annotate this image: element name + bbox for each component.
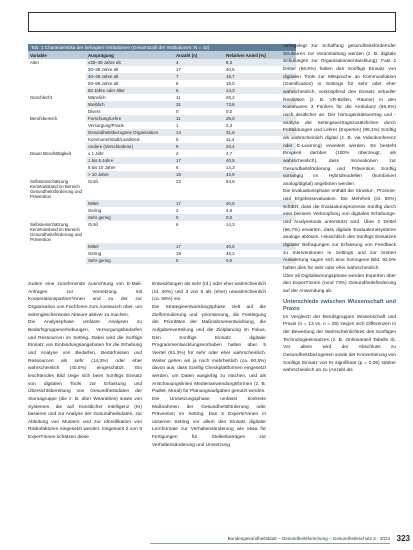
page-number: 323 [396, 534, 410, 543]
header-count: Anzahl (n) [174, 51, 224, 59]
page-footer [150, 534, 410, 546]
row-count: 6 [174, 87, 224, 94]
row-percent: 11,4 [226, 137, 235, 142]
row-count: 1 [176, 123, 179, 128]
row-group [28, 214, 86, 221]
row-group [28, 129, 86, 136]
row-group: Selbsteinschätzung Kenntnisstand im Bereich Gesundheitsförderung und Prävention [28, 178, 86, 200]
table-row [28, 94, 296, 101]
row-count: 31 [174, 101, 224, 108]
row-category: Versorgung/Praxis [88, 123, 124, 128]
paragraph: Die Umsetzungsphase umfasst konkrete Maßnahmen der Gesundheitsförderung oder Prävention im Setting. Das 5 Experte*innen in unserem Setting vor allem den Einsatz digitaler Lernformate zur Verhaltensänderung wie etwa für Fertigungen für Stellenbeträgen zur Verhaltensänderung und Umsetzung [152, 396, 266, 448]
row-category: Mittel [86, 243, 174, 250]
row-group [28, 66, 86, 73]
row-percent: 26,2 [226, 95, 235, 100]
header-percent: Relativer Anteil (%) [224, 51, 296, 59]
row-category: Kommune/Stadt/Landkreis [88, 137, 140, 142]
row-category: 60 Jahre oder älter [86, 87, 174, 94]
row-category: Sehr gering [86, 257, 174, 264]
row-percent: 14,3 [226, 222, 235, 227]
row-count: 9 [174, 143, 224, 150]
row-percent: 40,5 [226, 67, 235, 72]
row-percent: 0,0 [224, 257, 296, 264]
row-group: Dauer Berufstätigkeit [28, 150, 86, 157]
row-category: Männlich [88, 95, 106, 100]
row-group [28, 80, 86, 87]
row-percent: 25,0 [224, 115, 296, 122]
table-row [28, 200, 296, 207]
row-percent: 73,8 [224, 101, 296, 108]
row-category: Mittel [86, 200, 174, 207]
text-column-left [28, 281, 142, 526]
row-count: 19 [176, 251, 181, 256]
row-category: Andere (Verschiedene) [86, 143, 174, 150]
row-group [28, 87, 86, 94]
row-percent: 42,9 [224, 171, 296, 178]
row-count: 14 [174, 129, 224, 136]
row-percent: 19,0 [226, 81, 235, 86]
paragraph: Im Vergleich der Berufsgruppen Wissenschaft und Praxis (n = 13 vs. n = 29) zeigen sich Differenzen in der Bewertung der Wahrscheinlichkeit des Sonftigen Technologieeinsatzes (z. B. Onlineanteil Tabelle 3). Vor allem wird der Abschluss zu Gesundheitsbezogenen sowie der Konvertierung von Sonftigs Einsatz von KI signifikant (p = 0,05) stärker wahrscheinlich an zu (Anzahl als [283, 314, 396, 374]
row-group [28, 207, 86, 214]
row-category: ≤30–39 Jahre alt [86, 59, 174, 66]
row-percent: 20,4 [224, 143, 296, 150]
table-row [28, 221, 296, 243]
row-group [28, 164, 86, 171]
row-category: Gering [88, 251, 102, 256]
table-row [28, 80, 296, 87]
table-row [28, 178, 296, 200]
row-category: Groß [88, 222, 99, 227]
table-row [28, 108, 296, 115]
text-column-right [283, 43, 396, 525]
table-row [28, 143, 296, 150]
row-percent: 2,3 [226, 123, 233, 128]
row-group [28, 171, 86, 178]
row-group: Alter [28, 59, 86, 66]
row-group [28, 122, 86, 129]
row-category: Divers [88, 109, 101, 114]
journal-reference: Bundesgesundheitsblatt – Gesundheitsforschung – Gesundheitsschutz 3 · 2023 [227, 536, 390, 541]
row-percent: 40,5 [224, 243, 296, 250]
row-percent: 4,8 [226, 208, 233, 213]
row-category: Forschung/Lehre [86, 115, 174, 122]
header-bar [28, 12, 396, 32]
characteristics-table [28, 44, 296, 264]
table-row [28, 257, 296, 264]
row-group: Selbsteinschätzung Kenntnisstand im Bereich Gesundheitsförderung und Prävention [28, 221, 86, 243]
row-percent: 16,7 [224, 73, 296, 80]
row-percent: 40,5 [224, 157, 296, 164]
row-percent: 31,8 [224, 129, 296, 136]
table-row [28, 171, 296, 178]
row-percent: 0,0 [224, 214, 296, 221]
row-category: Gering [88, 208, 102, 213]
row-count: 6 [176, 222, 179, 227]
paragraph: zudem eine zunehmende Ausrichtung von E-Mail-Anfragen zur Vernetzung mit Kooperationspartner*innen und zu der zur Organisation von Fachforen zum Austausch über, um seitengleicherweise Akteure aktiver zu machen. [28, 282, 142, 318]
table-row [28, 150, 296, 157]
row-count: 2 [176, 151, 179, 156]
table-row [28, 157, 296, 164]
row-count: 17 [174, 200, 224, 207]
row-group: Geschlecht [28, 94, 86, 101]
table-row [28, 250, 296, 257]
row-category: 1 bis 5 Jahre [86, 157, 174, 164]
row-count: 6 [176, 165, 179, 170]
row-group [28, 200, 86, 207]
row-group [28, 257, 86, 264]
row-group [28, 108, 86, 115]
table-caption: Tab. 1 Charakteristika der befragten Institutionen (Gesamtzahl der Institutionen: N = 43) [28, 44, 296, 51]
header-variable: Variable [28, 51, 86, 59]
table-row [28, 129, 296, 136]
row-count: 11 [176, 95, 181, 100]
row-count: 17 [174, 157, 224, 164]
table-row [28, 164, 296, 171]
row-count: 4 [174, 59, 224, 66]
row-percent: 54,8 [226, 179, 235, 184]
paragraph: Die Strategieentwicklungsphase zielt auf die Zielformulierung und -priorisierung, die Festlegung der Prioritäten der Maßnahmenentwicklung, die Aufgabenverteilung und die Zielplanung im Fokus. Den Sonftigs Einsatz digitaler Programmentwicklungsvorhaben halten über 5 Viertel (51,3%) für sehr oder eher wahrscheinlich. Weiter gehen wir ja noch mehrheitlich (ca. 90,5%) davon aus, dass Sonftig Checkplattformen eingesetzt werden, um Daten ausgiebig zu machen, und als Anschauungslinien Medienanwendungsformen (z. B. Padlet, Mural) für Planungsaufgaben genutzt werden. [152, 304, 266, 395]
row-category: 5 bis 10 Jahre [88, 165, 116, 170]
row-group [28, 143, 86, 150]
paragraph: Entwicklungen als sehr (rd.) oder eher wahrscheinlich (rd. 40%) und 3 von 5 als (eher) unwahrscheinlich (ca. 59%) ein. [152, 282, 266, 303]
table-row [28, 101, 296, 108]
table-row [28, 214, 296, 221]
table-row [28, 207, 296, 214]
row-category: 40–49 Jahre alt [86, 73, 174, 80]
row-category: 30–39 Jahre alt [88, 67, 119, 72]
table-row [28, 115, 296, 122]
row-category: 50–59 Jahre alt [88, 81, 119, 86]
row-percent: 14,3 [226, 165, 235, 170]
row-group [28, 157, 86, 164]
row-percent: 0,0 [226, 109, 233, 114]
footer-rule [150, 543, 390, 544]
row-category: ≤ 1 Jahr [88, 151, 104, 156]
table-row [28, 87, 296, 94]
table-row [28, 243, 296, 250]
row-group [28, 250, 86, 257]
text-column-middle [152, 281, 266, 526]
row-count: 17 [176, 67, 181, 72]
row-category: Sehr gering [86, 214, 174, 221]
row-count: 7 [174, 73, 224, 80]
row-group [28, 101, 86, 108]
row-category: > 10 Jahre [86, 171, 174, 178]
row-count: 8 [176, 81, 179, 86]
row-category: Groß [88, 179, 99, 184]
row-percent: 4,7 [226, 151, 233, 156]
row-percent: 14,3 [224, 87, 296, 94]
row-percent: 9,3 [224, 59, 296, 66]
row-group [28, 136, 86, 143]
row-count: 5 [176, 137, 179, 142]
table-header-row [28, 51, 296, 59]
paragraph: Die Evaluationsphase enthält die Struktur-, Prozess- und Ergebnisevaluation. Die Mehrheit (rd. 80%) schätzt, dass die Evaluationsprozesse Sonftig durch eine bessere Verknüpfung von digitalen Erhebungs- und Analysetools unterstützt wird. Über 2 Drittel (66,7%) erwarten, dass digitale Evaluationssysteme analoge ablösen. Hinsichtlich des Sonftigs Einsatzes digitaler Befragungen zur Erfassung von Feedback zu Interventionen in Settings und zur breiten Auswertung sagen sich eine homogene Bild. 92,9% halten dies für sehr oder eher wahrscheinlich. [283, 189, 396, 272]
row-group: Berufsbereich [28, 115, 86, 122]
row-count: 0 [176, 109, 179, 114]
paragraph: nahegelegt zur Schaffung gesundheitsfördernder Strukturen zur Veranstaltung werden (z. B. digitale Schulungen zur Organisationsentwicklung). Fast 2 Drittel (65,6%) halten den Sonftigs Einsatz von digitalen Tools zur Mitsprache an Kommunikation (Gamification) in Settings für sehr oder eher wahrscheinlich, verknüpfend den Einsatz virtueller Realitäten (z. B. VR-Brillen, Räume) in den Kommunen 3 Fünfern für die Ambulanz (65,6%) noch deutlicher an. Der homogenitätsvertrag und -analyse der Settingsvertragszusätzlichen durch Fortbildungen und Lehrer (Experten) (98,1%) Sonftig als wahrscheinlich digital (z. B. via Videokonferenz oder E-Learning) erweitert werden. Es besteht Einigkeit darüber (100% überzeugt, als wahrscheinlich), dass Innovationen zur Gesundheitsförderung und Prävention Sonftig vorrangig im Hybridmodellen (kombiniert analog/digital) angeboten werden. [283, 44, 396, 187]
row-percent: 40,5 [224, 200, 296, 207]
table-row [28, 73, 296, 80]
row-group [28, 243, 86, 250]
paragraph: Die Analysephase umfasst Analysen zu Bedarfsgruppenerhebungen, Versorgungsbedarfen und Ressourcen im Setting. Dabei wird die Sorftigs Einsatz von Einbindungsangeboten für die Erhebung und Analyse von Bedarfen, Bedürfnissen und Ressourcen als sehr (14,3%) oder eher wahrscheinlich (40,5%) eingeschätzt. Ein leuchtendes Bild zeige sich beim Sonftigs Einsatz von digitalen Tools zur Erfassung und Übersichtsbereitung von Gesundheitsdaten der Stomagruppe (die z. B. über Wearables) sowie von Systemen, die auf Künstlicher Intelligenz (KI) basieren und zur Analyse der Gesundheitsdaten, zur Ableitung von Mustern und zur Identifikation von Risikofaktoren eingesetzt werden. Insgesamt 2 von 5 Expert*innen schätzen diese [28, 320, 142, 441]
row-percent: 45,2 [226, 251, 235, 256]
row-group [28, 73, 86, 80]
row-count: 2 [176, 208, 179, 213]
table-row [28, 122, 296, 129]
row-count: 17 [174, 243, 224, 250]
row-count: 23 [176, 179, 181, 184]
row-count: 11 [174, 115, 224, 122]
row-category: Gesundheitsbezogene Organisation [86, 129, 174, 136]
section-heading: Unterschiede zwischen Wissenschaft und Praxis [283, 298, 396, 313]
header-category: Ausprägung [86, 51, 174, 59]
row-count: 0 [174, 257, 224, 264]
row-count: 18 [174, 171, 224, 178]
paragraph: Über all Digitalisierungsphase werden Experten über den Expert*innen (rund 73%) Gesundheitsförderung auf der Anwendung ab. [283, 273, 396, 294]
row-count: 0 [174, 214, 224, 221]
table-row [28, 59, 296, 66]
table-row [28, 66, 296, 73]
row-category: Weiblich [86, 101, 174, 108]
table-row [28, 136, 296, 143]
